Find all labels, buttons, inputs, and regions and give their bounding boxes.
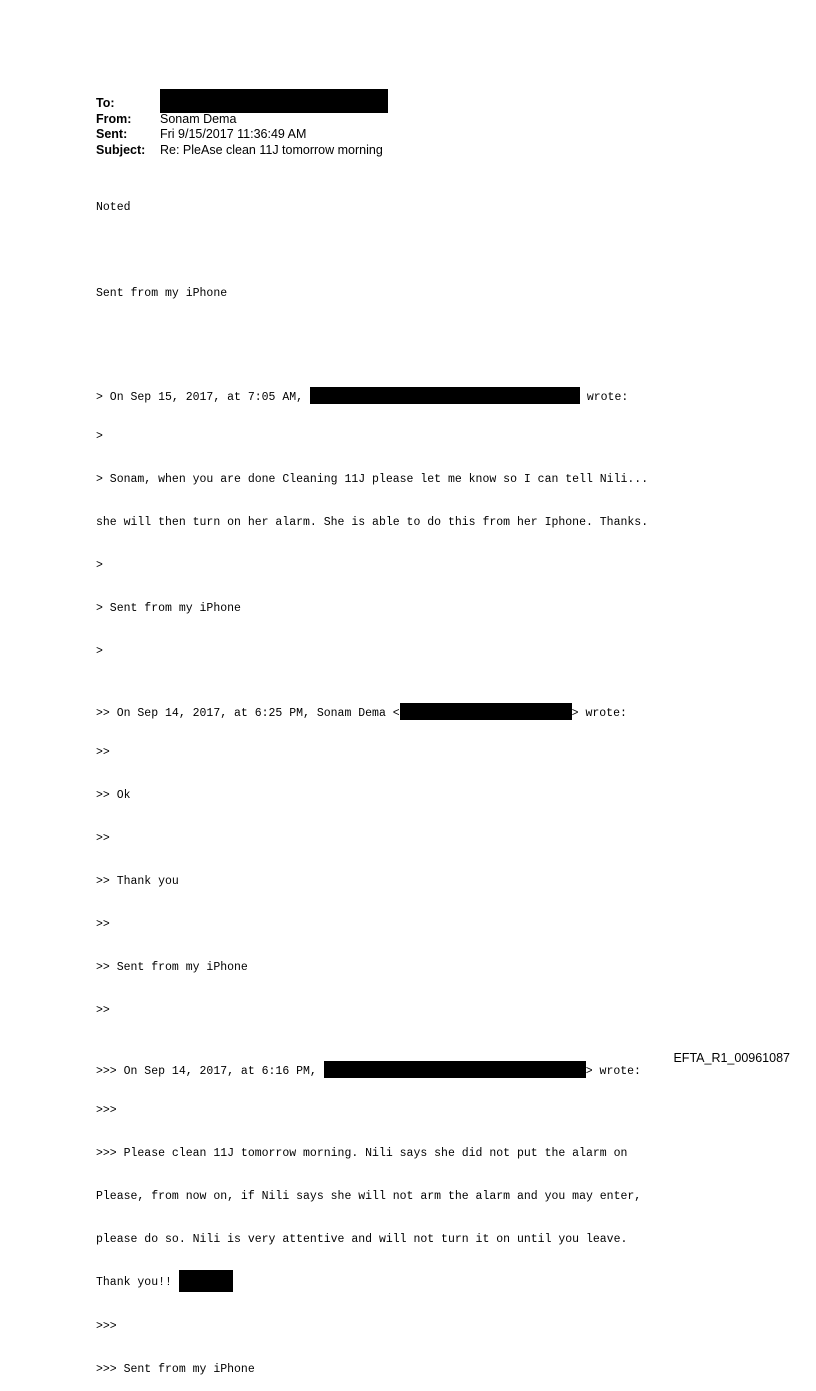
reply-text: Noted (96, 200, 131, 214)
quote-1-signature: > Sent from my iPhone (96, 602, 241, 616)
quote-2-signature: >> Sent from my iPhone (96, 960, 248, 974)
quote-line: >>> (96, 1319, 117, 1333)
blank-line (96, 244, 648, 258)
message-text: Thank you!! (96, 1276, 179, 1290)
quote-1-attribution (96, 387, 648, 405)
attribution-prefix: > On Sep 15, 2017, at 7:05 AM, (96, 391, 310, 405)
email-body (96, 172, 648, 1391)
quote-line: > (96, 430, 103, 444)
attribution-suffix: wrote: (579, 391, 629, 405)
quote-3-message-line: >>> Please clean 11J tomorrow morning. Nili says she did not put the alarm on (96, 1147, 628, 1161)
redaction-block (310, 387, 580, 404)
quote-line: >>> (96, 1104, 117, 1118)
signature-line: Sent from my iPhone (96, 286, 228, 300)
attribution-suffix: > wrote: (585, 1065, 641, 1079)
attribution-prefix: >> On Sep 14, 2017, at 6:25 PM, Sonam Dema < (96, 706, 400, 720)
from-row (96, 112, 388, 128)
quote-line: > (96, 559, 103, 573)
to-value (160, 96, 388, 112)
sent-row (96, 127, 388, 143)
quote-line: >> (96, 1003, 110, 1017)
quote-2-message-line: >> Ok (96, 788, 131, 802)
sent-label: Sent: (96, 127, 128, 141)
to-row (96, 96, 388, 112)
quote-3-attribution (96, 1061, 648, 1079)
to-label: To: (96, 96, 115, 110)
from-value: Sonam Dema (160, 111, 237, 126)
quote-line: > (96, 645, 103, 659)
quote-1-message-line: she will then turn on her alarm. She is able to do this from her Iphone. Thanks. (96, 516, 649, 530)
from-label: From: (96, 111, 132, 126)
redaction-block (324, 1061, 586, 1078)
quote-line: >> (96, 745, 110, 759)
quote-2-attribution (96, 703, 648, 720)
redaction-block (179, 1270, 233, 1292)
redaction-block (400, 703, 572, 720)
quote-line: >> (96, 917, 110, 931)
email-header (96, 96, 388, 158)
attribution-suffix: > wrote: (571, 706, 627, 720)
subject-label: Subject: (96, 142, 146, 157)
quote-3-signature: >>> Sent from my iPhone (96, 1362, 255, 1376)
subject-row (96, 143, 388, 159)
blank-line (96, 330, 648, 344)
quote-line: >> (96, 831, 110, 845)
sent-value: Fri 9/15/2017 11:36:49 AM (160, 127, 307, 141)
subject-value: Re: PleAse clean 11J tomorrow morning (160, 142, 383, 157)
quote-3-message-line: please do so. Nili is very attentive and will not turn it on until you leave. (96, 1233, 628, 1247)
quote-1-message-line: > Sonam, when you are done Cleaning 11J please let me know so I can tell Nili... (96, 473, 649, 487)
quote-3-message-line (96, 1276, 648, 1290)
attribution-prefix: >>> On Sep 14, 2017, at 6:16 PM, (96, 1065, 324, 1079)
redaction-block (160, 89, 388, 113)
document-id: EFTA_R1_00961087 (673, 1051, 790, 1065)
quote-2-message-line: >> Thank you (96, 874, 179, 888)
quote-3-message-line: Please, from now on, if Nili says she will not arm the alarm and you may enter, (96, 1190, 642, 1204)
